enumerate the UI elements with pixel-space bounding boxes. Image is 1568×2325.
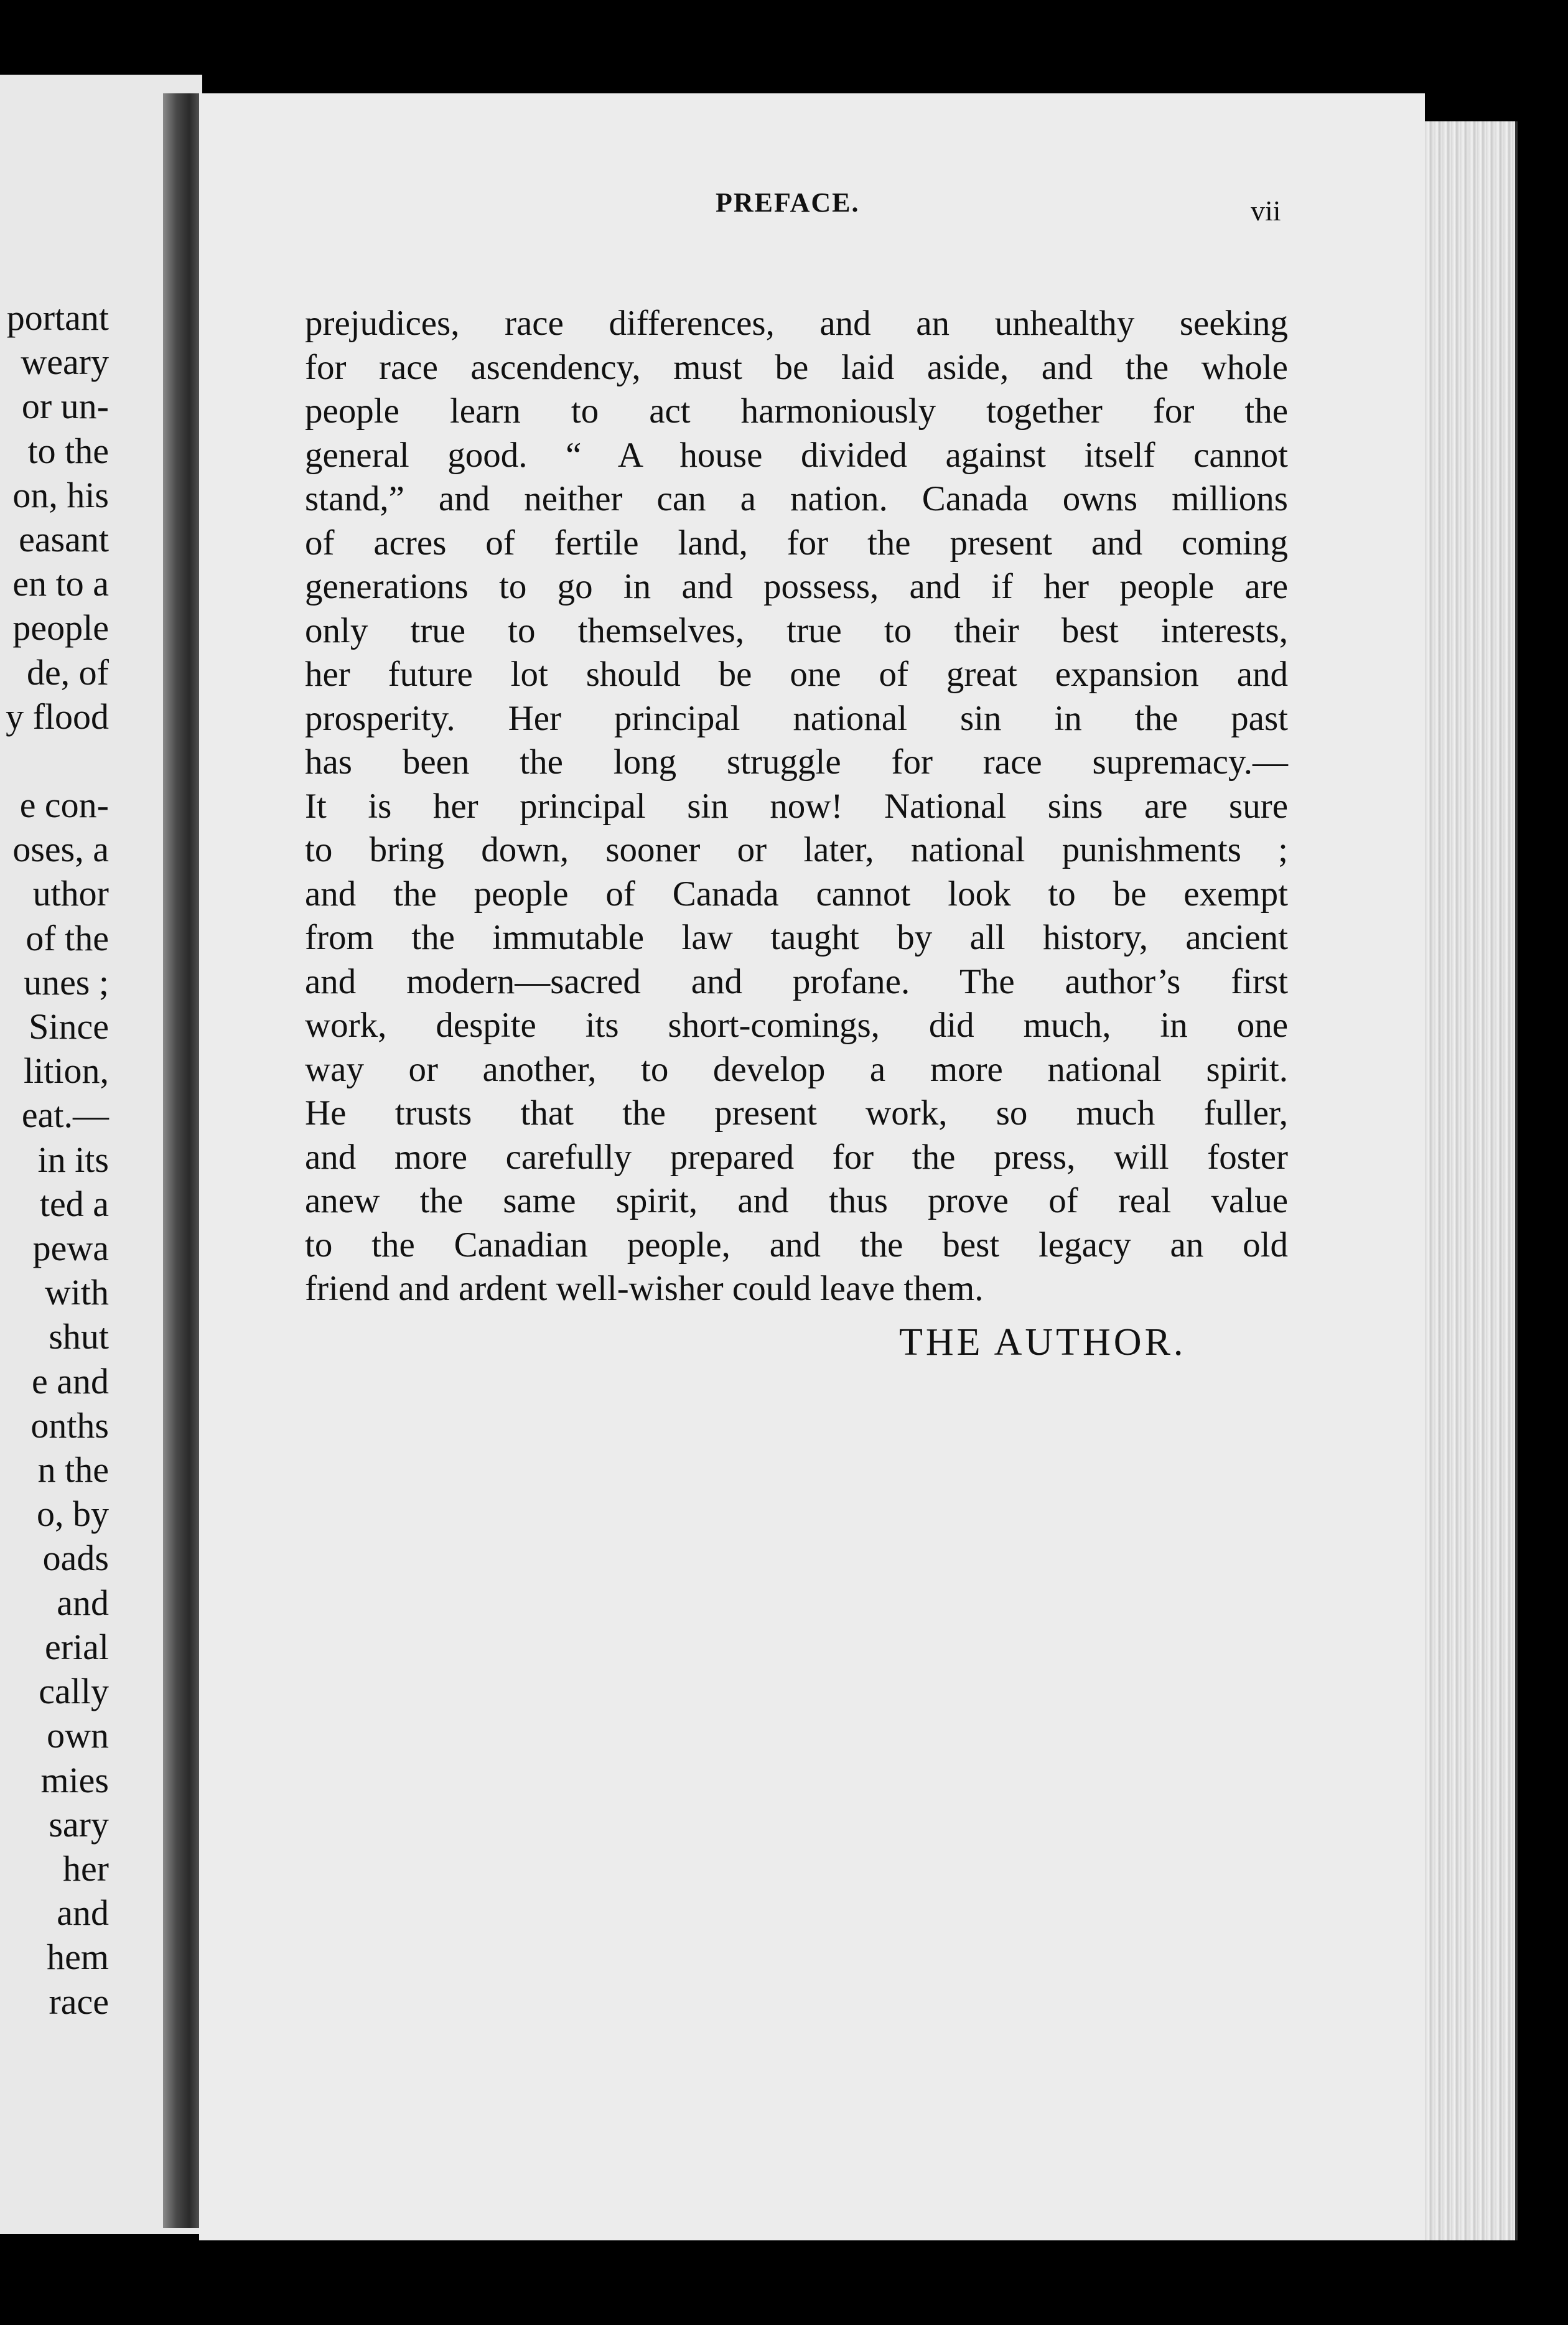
left-page-line: of the	[26, 917, 109, 958]
text-line: work, despite its short-comings, did much, in one	[305, 1006, 1288, 1045]
left-page-line: uthor	[32, 873, 109, 914]
left-page-line: oads	[42, 1538, 109, 1579]
text-line: anew the same spirit, and thus prove of real value	[305, 1181, 1288, 1220]
text-line: and modern—sacred and profane. The author’s first	[305, 961, 1288, 1001]
left-page-line: eat.—	[21, 1095, 109, 1136]
text-line: way or another, to develop a more national spirit.	[305, 1049, 1288, 1089]
page-number: vii	[1251, 195, 1281, 227]
left-page-line: de, of	[26, 652, 109, 693]
left-page-line: y flood	[6, 696, 109, 737]
left-page-line: en to a	[12, 563, 109, 604]
left-page-line: lition,	[24, 1050, 109, 1092]
left-page-line: pewa	[32, 1228, 109, 1269]
left-page-line: with	[44, 1272, 109, 1313]
text-line: generations to go in and possess, and if her people are	[305, 567, 1288, 606]
book-gutter	[163, 93, 200, 2228]
text-line: to bring down, sooner or later, national punishments ;	[305, 830, 1288, 869]
preface-body	[305, 302, 1288, 1311]
text-line: It is her principal sin now! National sins are sure	[305, 786, 1288, 826]
text-line: has been the long struggle for race supremacy.—	[305, 742, 1288, 782]
author-signature: THE AUTHOR.	[899, 1321, 1187, 1364]
left-page-line: or un-	[21, 386, 109, 427]
left-page-line: weary	[21, 342, 109, 383]
left-page-line: race	[49, 1981, 109, 2022]
left-page-line: sary	[49, 1803, 109, 1845]
text-line: He trusts that the present work, so much fuller,	[305, 1093, 1288, 1133]
left-page-line: easant	[19, 519, 109, 560]
left-page-line: shut	[49, 1316, 109, 1357]
text-line: prejudices, race differences, and an unhealthy seeking	[305, 304, 1288, 343]
left-page-line: people	[12, 607, 109, 648]
left-page-line: erial	[44, 1626, 109, 1667]
left-page-line: and	[57, 1892, 109, 1934]
text-line: to the Canadian people, and the best legacy an old	[305, 1225, 1288, 1265]
left-page-line: to the	[27, 430, 109, 471]
text-line: friend and ardent well-wisher could leave them.	[305, 1269, 984, 1308]
text-line: from the immutable law taught by all history, ancient	[305, 918, 1288, 957]
main-page	[199, 93, 1425, 2240]
text-line: people learn to act harmoniously together for the	[305, 391, 1288, 431]
left-page-text	[0, 296, 109, 2024]
left-page-line: her	[62, 1848, 109, 1889]
text-line: and more carefully prepared for the press, will foster	[305, 1137, 1288, 1177]
text-line: stand,” and neither can a nation. Canada owns millions	[305, 479, 1288, 518]
left-page-line: on, his	[12, 474, 109, 515]
left-page-line: ted a	[39, 1183, 109, 1224]
left-page-line: own	[47, 1715, 109, 1756]
left-page-line: hem	[47, 1937, 109, 1978]
left-page-line: unes ;	[24, 961, 109, 1003]
left-page-line: e con-	[19, 785, 109, 826]
text-line: of acres of fertile land, for the present and coming	[305, 523, 1288, 563]
left-page-line: n the	[37, 1449, 109, 1490]
left-page-line: cally	[39, 1671, 109, 1712]
left-page-line: in its	[37, 1139, 109, 1180]
running-head: PREFACE.	[716, 187, 860, 218]
left-page-line: oses, a	[12, 829, 109, 870]
left-page-line: mies	[40, 1759, 109, 1800]
left-page-line: onths	[30, 1405, 109, 1446]
left-page-line: portant	[6, 297, 109, 338]
text-line: only true to themselves, true to their best interests,	[305, 610, 1288, 650]
text-line: general good. “ A house divided against itself cannot	[305, 435, 1288, 475]
page-edges	[1425, 121, 1518, 2240]
text-line: for race ascendency, must be laid aside, and the whole	[305, 347, 1288, 387]
left-page-line: Since	[29, 1006, 109, 1047]
text-line: her future lot should be one of great expansion and	[305, 655, 1288, 694]
text-line: and the people of Canada cannot look to be exempt	[305, 874, 1288, 914]
left-page-line: and	[57, 1582, 109, 1623]
left-page-line: e and	[32, 1360, 109, 1401]
left-page-line: o, by	[37, 1494, 109, 1535]
text-line: prosperity. Her principal national sin in the past	[305, 698, 1288, 738]
